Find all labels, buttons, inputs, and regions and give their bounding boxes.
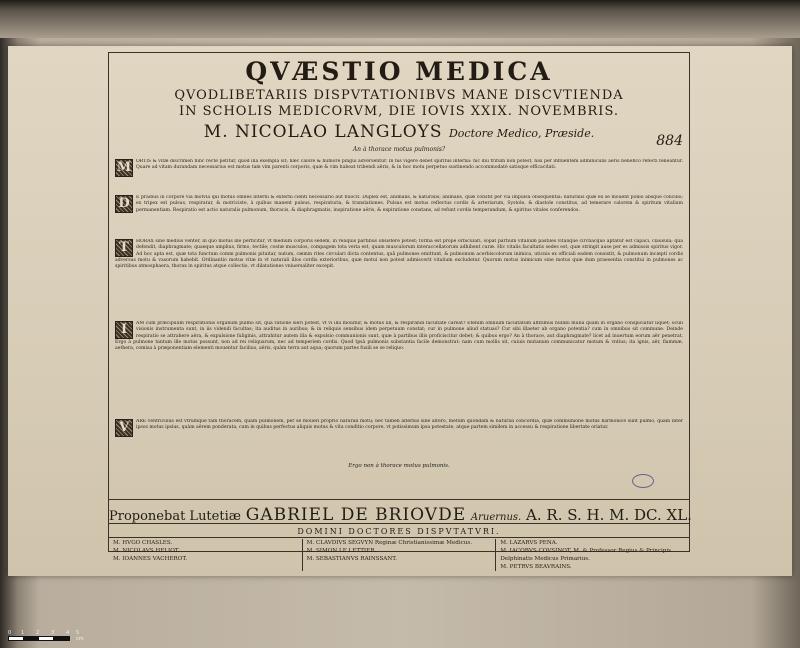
- broadside-sheet: [108, 52, 692, 570]
- presider-name: M. NICOLAO LANGLOYS: [203, 122, 443, 142]
- paragraph-text: ARE ventriculus est vtrumque tàm thoracem, quam pulmonem, per se moueri proprio naturali motu; nec tamen alternis sine altero, metum quondam & naturali concordia, quæ communione motus harmonice sunt pulmo, quam inter ipsos motus ipsius, quàm aërem ponderata, cum in quibus perfectus aliquis motus & vita conditio corpore, vt potissimum ipsa potestate, atque partem similem in accessu & respiratione libertate oriatur.: [136, 419, 683, 431]
- paragraph-1: [115, 159, 683, 189]
- drop-initial: I: [115, 321, 133, 339]
- scale-label: 5 cm: [76, 630, 84, 642]
- doctor-name: M. CLAVDIVS SEGVYN Reginæ Christianissimæ Medicus.: [306, 540, 473, 546]
- proposer-line: [109, 505, 692, 525]
- doctors-column-3: [495, 539, 689, 571]
- proposer-origin: Aruernus.: [470, 512, 522, 523]
- presider-role: Doctore Medico, Præside.: [448, 127, 595, 140]
- drop-initial: V: [115, 419, 133, 437]
- subtitle-line-2: IN SCHOLIS MEDICORVM, DIE IOVIS XXIX. NOVEMBRIS.: [178, 104, 620, 119]
- thesis-question: An à thorace motus pulmonis?: [352, 146, 446, 153]
- doctor-name: M. PETRVS BEAVRAINS.: [500, 564, 572, 570]
- paragraph-4: [115, 321, 683, 413]
- paragraph-text: ORTIS & vitæ discrimen hinc rectè petitur, quod illa exempla sit; hæc calore & humore pingui adversentur. In his vigere debet spiritus interna: hic diù tritum non potest, nisi per influentem adminiculis aëris benefico refecti teneantur. Quare ad vitam durandam necessarius est motus tam vim parenti corporis, quæ & vim habeat tribendi aëris, & in hoc motu perpetuo sustinendo accommodatè satisque efficacitati.: [136, 159, 683, 171]
- library-stamp-icon: [632, 474, 654, 488]
- divider-rule: [109, 499, 689, 500]
- subtitle-line-1: QVODLIBETARIIS DISPVTATIONIBVS MANE DISCVTIENDA: [174, 88, 624, 103]
- doctor-name: M. IACOBVS COVSINOT, M. & Professor Regius & Principis Delphinatis Medicus Primarius.: [500, 548, 671, 562]
- doctor-name: M. NICOLAVS HELIOT.: [113, 548, 180, 554]
- proposer-year: A. R. S. H. M. DC. XL.: [526, 506, 692, 524]
- handwritten-number: 884: [656, 133, 683, 149]
- doctor-name: M. LAZARVS PENA.: [500, 540, 558, 546]
- scale-segment: [53, 636, 70, 641]
- divider-rule: [109, 537, 689, 538]
- scale-bar: [8, 630, 86, 642]
- paragraph-3: [115, 239, 683, 315]
- doctor-name: M. HVGO CHASLES.: [113, 540, 173, 546]
- proposer-name: GABRIEL DE BRIOVDE: [245, 505, 467, 525]
- paragraph-text: E pradius in corpore via motvia qui motus omnes interni & externi cienti necessariò aut fiuocit. Duplex est, animalis, & naturalis; animalis, quæ constit per vià impulsu obsequentia: naturalis quæ ex se mouent ponio absque concilio; ex tripex est pulsus, respiratur, & motriciste, à quibus manent pulsus, respiraturia, & translationes. Pulsus est motus reflectus cordis & arteriarum, Systole, & diastole constitus, ad temerare calorem & spiritum vitalium permanentiam. Respiratio est actio naturalis pulmonum, thoracis, & diaphragmatis, inspiratione aëris, & expiratione constans, ad refunt cordis temperandum, & spiritus vitales conferendos.: [136, 195, 683, 213]
- doctors-column-1: [109, 539, 302, 571]
- scale-label: 4: [66, 630, 70, 636]
- scale-label: 3: [51, 630, 55, 636]
- proposer-lead: Proponebat Lutetiæ: [109, 509, 241, 524]
- scale-label: 2: [36, 630, 40, 636]
- book-spine-edge: [0, 0, 800, 38]
- doctor-name: M. SEBASTIANVS RAINSSANT.: [306, 556, 397, 562]
- drop-initial: M: [116, 160, 132, 175]
- doctor-name: M. SIMON LE LETTIER.: [306, 548, 377, 554]
- drop-initial: T: [115, 239, 133, 257]
- document-title: QVÆSTIO MEDICA: [245, 57, 553, 86]
- drop-initial: D: [115, 195, 133, 213]
- paragraph-text: AM cum præcipuum respirationis organum pulmo sit, quâ ratione sieri potest, vt vi illa mouitur, & motus illi, & respirandi facultate careat? Etenim omnium facultatum altitimus nullibi mulla quam in organo conspiciatur liquet; oculi visionis instrumenta sunt, in iis videndi facultas; ita auditus in auribus; & in reliquis sensibus idem perpetuum constat; cur in pulmone aliud statuas? Cur sibi illaeter ab organo potentia? cum in omnibus sit commune. Deinde respiratio se attrahere aëra, & expulsione fuliginis, attrahitur autem illa & expulsio communionis sunt, quæ à partibus illis proficiscitur debet; & quibus ergo? An à thorace, aut diaphragmate? licet ad inuertum eorum aër penetrat. Ergo à pulmone tantum ille motus possunt, non ad rei reliquarum, nec ad temperiem cordis. Quod tpsà pulmonis substantia facile demonstrat: nam cum mollis sit, cuiuis mutanum communicatur motum & vntius; ita ignis, aër, flammæ, aethera, comisa à præponentiam elementi mouentur facilius, aëris, quàm terra aut aqua; quorum partes fusili se se reliquo.: [115, 321, 683, 352]
- paragraph-5: [115, 419, 683, 457]
- doctor-name: M. IOANNES VACHEROT.: [113, 556, 188, 562]
- scale-label: 0: [8, 630, 12, 636]
- doctors-column-2: [302, 539, 496, 571]
- divider-rule: [109, 523, 689, 524]
- paragraph-2: [115, 195, 683, 233]
- doctors-heading: DOMINI DOCTORES DISPVTATVRI.: [297, 527, 501, 536]
- presider-line: [109, 122, 689, 142]
- conclusion-line: Ergo non à thorace motus pulmonis.: [348, 463, 450, 469]
- doctors-list: [109, 539, 689, 571]
- paragraph-text: HORAX sine medius venter, in quo motus ille perficitur, vt medium corporis sedem, in reliquis partibus obsistere potest; forma est propè orbiculari, sopat partium vitalium pastiles vitalique circhacquo aptatur est capaci, clausula; quâ defendit, diaphragmate; quaeque amplius, firmo, tectile; costæ musculos, compagem tota veria est, quam musculorum interaccellatorum adhibent curæ. Hic vitalis facultatis sedes est, quæ stringit ause per es admissis spiritus vigor. Ad hoc apta est, quæ tota functum comm pulmonis pituitar, nutum, cæmin rites circulari dicta contentus, quâ pulmones emittunt, & pulmonum acerbiscolorum inimica, uticnis ex officiali eadem consistit, & pulmonum incæpti cordis adversus motu & vasorum habebit. Ordinantio motus vitæ in vt naturali illos cordis exterioribus, quæ motui non potest admiscerit vitalium excludetur. Quorum motus inimicum sine motus quæ dum praesentia constitui in pulmones ac spiritibus atmosphaera, thorax in spiritus atque collectio, vt dilatationes vniuersaliter excepit.: [115, 239, 683, 270]
- scale-label: 1: [21, 630, 25, 636]
